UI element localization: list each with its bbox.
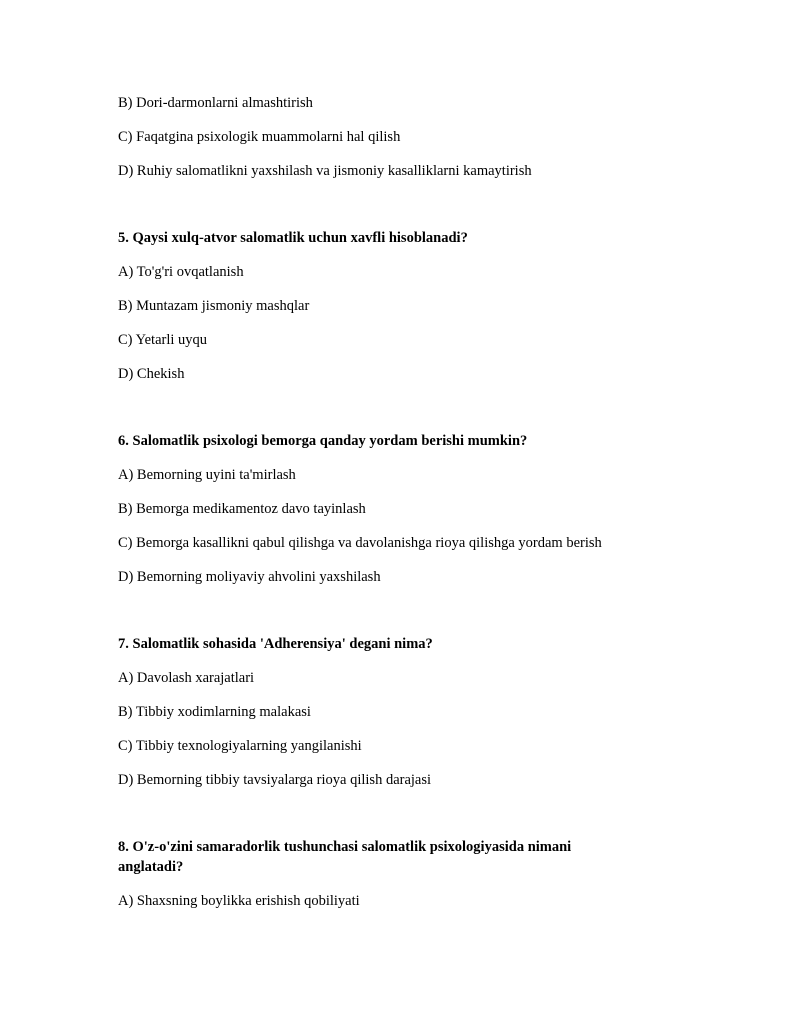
question-6: 6. Salomatlik psixologi bemorga qanday yordam berishi mumkin? — [118, 433, 528, 449]
option-b: B) Muntazam jismoniy mashqlar — [118, 298, 310, 314]
option-b: B) Dori-darmonlarni almashtirish — [118, 95, 313, 111]
option-c: C) Yetarli uyqu — [118, 332, 208, 348]
option-a: A) Bemorning uyini ta'mirlash — [118, 467, 296, 483]
option-c: C) Bemorga kasallikni qabul qilishga va davolanishga rioya qilishga yordam berish — [118, 535, 602, 551]
question-8: 8. O'z-o'zini samaradorlik tushunchasi salomatlik psixologiyasida nimani anglatadi? — [118, 839, 572, 875]
option-c: C) Faqatgina psixologik muammolarni hal qilish — [118, 129, 401, 145]
option-a: A) To'g'ri ovqatlanish — [118, 264, 244, 280]
option-a: A) Davolash xarajatlari — [118, 670, 255, 686]
option-a: A) Shaxsning boylikka erishish qobiliyati — [118, 893, 360, 909]
option-c: C) Tibbiy texnologiyalarning yangilanishi — [118, 738, 362, 754]
question-7: 7. Salomatlik sohasida 'Adherensiya' degani nima? — [118, 636, 433, 652]
option-b: B) Tibbiy xodimlarning malakasi — [118, 704, 311, 720]
option-d: D) Chekish — [118, 366, 185, 382]
question-5: 5. Qaysi xulq-atvor salomatlik uchun xavfli hisoblanadi? — [118, 230, 468, 246]
option-d: D) Bemorning tibbiy tavsiyalarga rioya qilish darajasi — [118, 772, 432, 788]
option-d: D) Ruhiy salomatlikni yaxshilash va jismoniy kasalliklarni kamaytirish — [118, 163, 532, 179]
option-b: B) Bemorga medikamentoz davo tayinlash — [118, 501, 366, 517]
option-d: D) Bemorning moliyaviy ahvolini yaxshilash — [118, 569, 381, 585]
